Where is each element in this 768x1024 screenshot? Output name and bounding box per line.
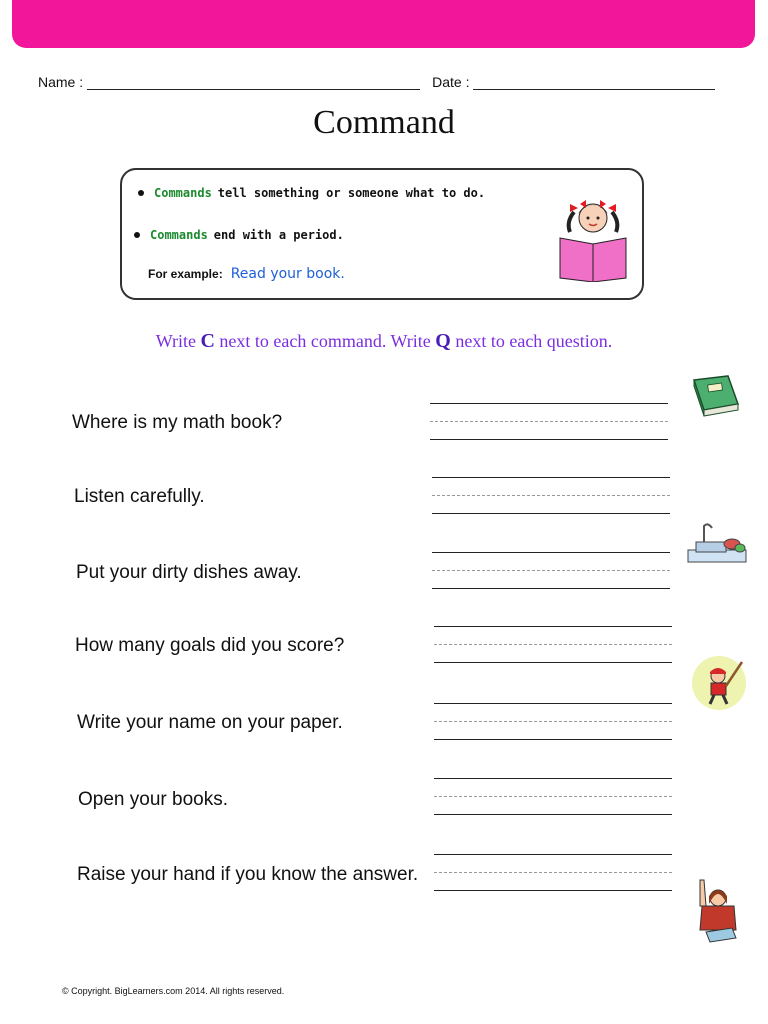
instructions-text-2: next to each command. Write	[214, 331, 436, 351]
answer-line-1[interactable]	[430, 403, 668, 443]
answer-line-2[interactable]	[432, 477, 670, 517]
rule-2	[134, 228, 344, 242]
question-7: Raise your hand if you know the answer.	[77, 864, 419, 885]
raised-hand-clipart-icon	[690, 876, 742, 944]
bullet-icon	[134, 232, 140, 238]
answer-line-7[interactable]	[434, 854, 672, 894]
question-4: How many goals did you score?	[75, 635, 345, 656]
instructions	[0, 330, 768, 353]
book-clipart-icon	[688, 374, 742, 418]
instructions-q: Q	[435, 330, 451, 352]
instructions-text-1: Write	[155, 331, 201, 351]
question-3: Put your dirty dishes away.	[76, 562, 302, 583]
instructions-text-3: next to each question.	[450, 331, 613, 351]
rule-2-text: end with a period.	[213, 228, 344, 242]
question-5: Write your name on your paper.	[77, 712, 343, 733]
rule-box	[120, 168, 644, 300]
answer-line-5[interactable]	[434, 703, 672, 743]
example-value: Read your book.	[230, 266, 345, 282]
rule-1-keyword: Commands	[154, 186, 212, 200]
date-field[interactable]	[473, 75, 715, 90]
question-2: Listen carefully.	[74, 486, 205, 507]
rule-1	[138, 186, 485, 200]
name-field[interactable]	[87, 75, 420, 90]
name-date-row	[38, 68, 728, 90]
rule-2-keyword: Commands	[150, 228, 208, 242]
rule-1-text: tell something or someone what to do.	[217, 186, 486, 200]
bullet-icon	[138, 190, 144, 196]
answer-line-6[interactable]	[434, 778, 672, 818]
page-title: Command	[313, 104, 455, 141]
answer-line-3[interactable]	[432, 552, 670, 592]
header-bar	[12, 0, 755, 48]
question-6: Open your books.	[78, 789, 228, 810]
hockey-player-clipart-icon	[690, 654, 748, 712]
date-label: Date :	[432, 74, 470, 90]
instructions-c: C	[200, 330, 215, 352]
copyright: © Copyright. BigLearners.com 2014. All rights reserved.	[62, 986, 285, 996]
answer-line-4[interactable]	[434, 626, 672, 666]
question-1: Where is my math book?	[72, 412, 283, 433]
girl-reading-clipart-icon	[556, 192, 630, 282]
example-label: For example:	[148, 267, 223, 281]
name-label: Name :	[38, 74, 84, 90]
example	[148, 266, 345, 282]
dishes-clipart-icon	[686, 520, 748, 566]
